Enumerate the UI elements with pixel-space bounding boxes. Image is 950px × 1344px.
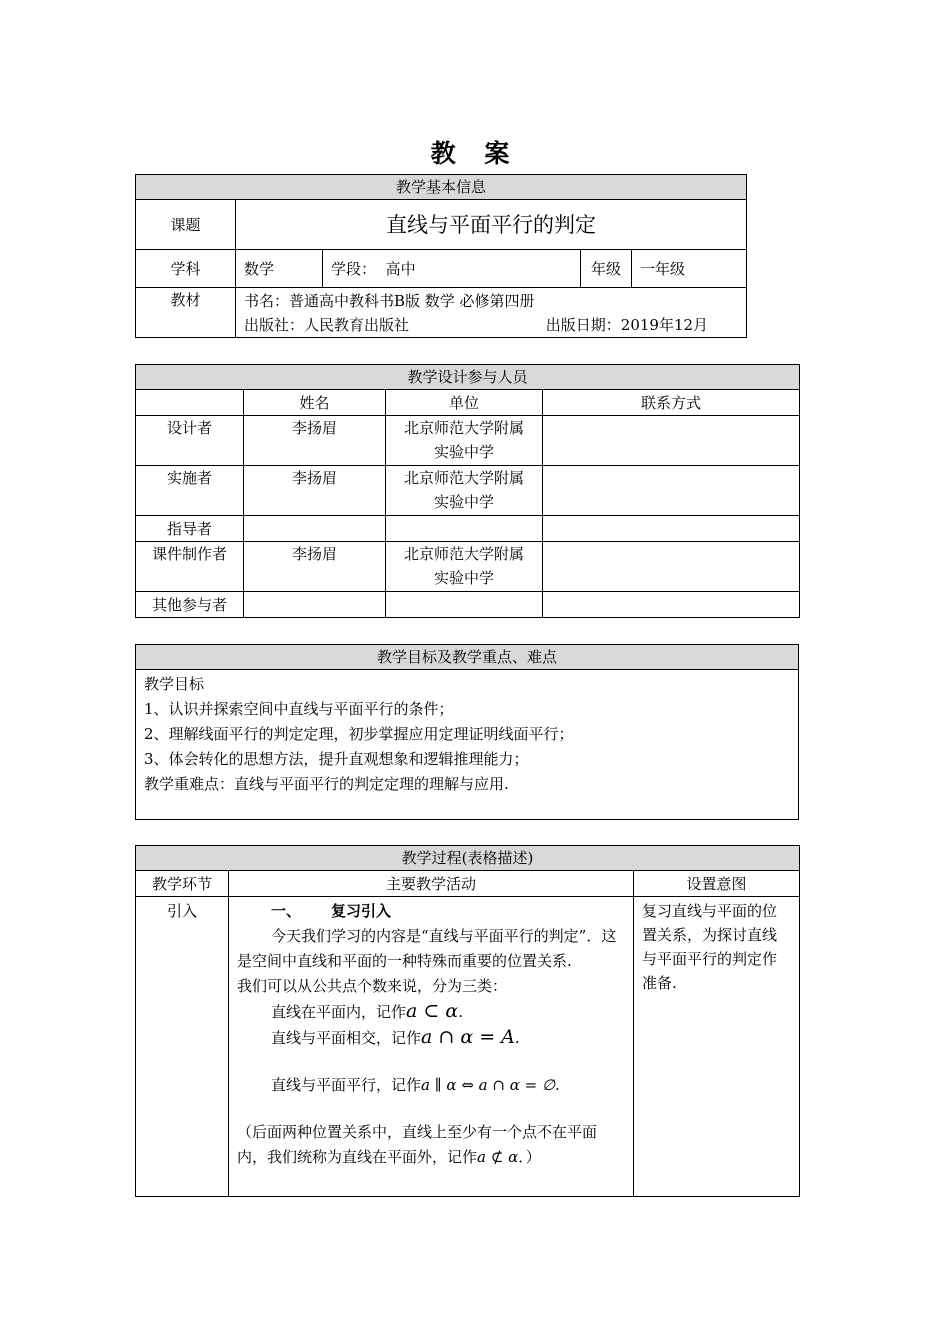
staff-unit-line1: 北京师范大学附属 [403,545,524,563]
staff-role: 其他参与者 [136,592,244,618]
staff-row [136,542,800,592]
staff-contact [543,466,800,516]
section-heading [237,899,625,924]
staff-unit [386,516,543,542]
process-intent: 复习直线与平面的位置关系，为探讨直线与平面平行的判定作准备. [634,897,800,1197]
section-title: 复习引入 [331,902,392,920]
case-2-formula: a ∩ α = A [421,1026,515,1048]
publisher-line [244,313,738,337]
staff-col-role [136,390,244,416]
stage-value: 高中 [385,259,416,278]
staff-unit [386,466,543,516]
case-2: 直线与平面相交，记作a ∩ α = A. [271,1026,520,1048]
staff-contact [543,416,800,466]
subject-label: 学科 [136,250,236,288]
case-1-text: 直线在平面内，记作 [271,1003,407,1021]
paragraph-1: 今天我们学习的内容是“直线与平面平行的判定”．这是空间中直线和平面的一种特殊而重要的位置关系. [237,927,617,970]
staff-name: 李扬眉 [244,542,386,592]
paragraph-2: 我们可以从公共点个数来说，分为三类： [237,977,508,995]
staff-role: 实施者 [136,466,244,516]
staff-row [136,416,800,466]
staff-role: 设计者 [136,416,244,466]
staff-name: 李扬眉 [244,416,386,466]
basic-info-table [135,174,747,338]
paragraph-3-text: （后面两种位置关系中，直线上至少有一个点不在平面内，我们统称为直线在平面外，记作 [237,1123,598,1166]
staff-unit [386,542,543,592]
staff-table [135,364,800,618]
publisher: 出版社：人民教育出版社 [244,315,410,334]
subject-value: 数学 [236,250,323,288]
document-title: 教 案 [430,139,520,168]
stage-label: 学段： [331,259,377,278]
goals-line: 教学重难点：直线与平面平行的判定定理的理解与应用. [144,775,509,793]
goals-line: 1、认识并探索空间中直线与平面平行的条件； [144,700,454,718]
publish-date: 出版日期：2019年12月 [545,315,709,334]
process-activity [229,897,634,1197]
staff-contact [543,516,800,542]
goals-line: 2、理解线面平行的判定定理，初步掌握应用定理证明线面平行； [144,725,574,743]
staff-unit [386,416,543,466]
case-3: 直线与平面平行，记作a ∥ α ⇔ a ∩ α = ∅. [271,1076,560,1094]
process-col-activity: 主要教学活动 [229,871,634,897]
staff-unit-line2: 实验中学 [433,443,494,461]
staff-role: 课件制作者 [136,542,244,592]
staff-row [136,592,800,618]
staff-unit-line1: 北京师范大学附属 [403,469,524,487]
staff-header: 教学设计参与人员 [136,365,800,390]
staff-name [244,516,386,542]
staff-contact [543,592,800,618]
staff-unit [386,592,543,618]
process-col-stage: 教学环节 [136,871,229,897]
goals-content [136,670,799,820]
case-3-text: 直线与平面平行，记作 [271,1076,422,1094]
paragraph-3 [237,1120,625,1170]
process-table [135,845,800,1197]
topic-value: 直线与平面平行的判定 [236,200,747,250]
goals-line: 3、体会转化的思想方法，提升直观想象和逻辑推理能力； [144,750,529,768]
grade-value: 一年级 [632,250,747,288]
goals-line: 教学目标 [144,675,205,693]
staff-name: 李扬眉 [244,466,386,516]
goals-header: 教学目标及教学重点、难点 [136,645,799,670]
topic-label: 课题 [136,200,236,250]
case-1-formula: a ⊂ α [406,1000,459,1022]
paragraph-3-formula: a ⊄ α [477,1148,519,1166]
grade-label: 年级 [581,250,632,288]
staff-col-unit: 单位 [386,390,543,416]
staff-contact [543,542,800,592]
textbook-info [236,288,747,338]
process-col-intent: 设置意图 [634,871,800,897]
case-2-text: 直线与平面相交，记作 [271,1029,422,1047]
staff-col-name: 姓名 [244,390,386,416]
goals-table [135,644,799,820]
staff-unit-line2: 实验中学 [433,493,494,511]
textbook-name: 书名：普通高中教科书B版 数学 必修第四册 [244,291,535,310]
basic-info-header: 教学基本信息 [136,175,747,200]
textbook-label: 教材 [136,288,236,338]
staff-unit-line1: 北京师范大学附属 [403,419,524,437]
stage-cell [323,250,581,288]
paragraph-3-end: ．） [518,1148,541,1166]
process-stage: 引入 [136,897,229,1197]
section-number: 一、 [271,902,302,920]
case-1: 直线在平面内，记作a ⊂ α. [271,1000,463,1022]
staff-row [136,466,800,516]
staff-row [136,516,800,542]
case-3-formula: a ∥ α ⇔ a ∩ α = ∅ [421,1076,556,1094]
staff-name [244,592,386,618]
staff-role: 指导者 [136,516,244,542]
process-header: 教学过程(表格描述) [136,846,800,871]
staff-col-contact: 联系方式 [543,390,800,416]
staff-unit-line2: 实验中学 [433,569,494,587]
